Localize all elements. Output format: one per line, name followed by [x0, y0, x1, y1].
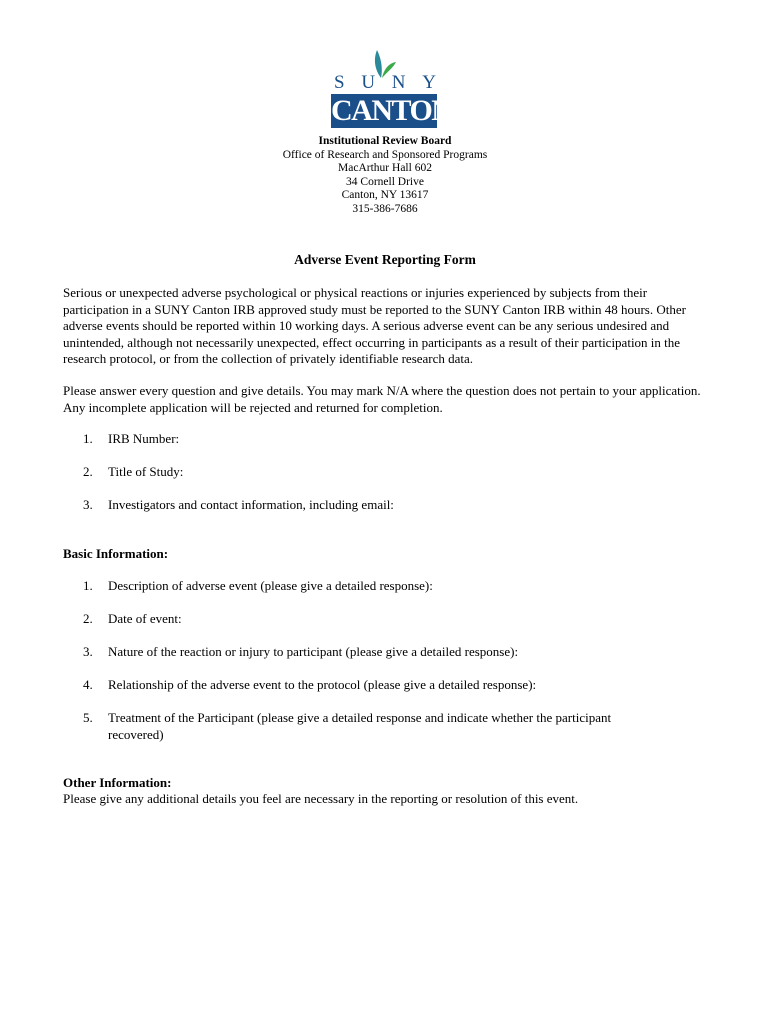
item-number: 2.: [83, 464, 93, 479]
intro-paragraph: Serious or unexpected adverse psychological or physical reactions or injuries experienced by subjects from their participation in a SUNY Canton IRB approved study must be reported to the SUNY Canton IRB within 48 hours. Other adverse events should be reported within 10 working days. A serious adverse event can be any serious undesired and unintended, although not necessarily unexpected, effect occurring in participants as a result of their participation in the research protocol, or from the collection of privately identifiable research data.: [63, 285, 686, 366]
logo-letter: Y: [422, 72, 436, 93]
address-block: [0, 135, 770, 216]
logo-canton-text: CANTON: [331, 94, 452, 127]
board-name: Institutional Review Board: [318, 135, 452, 147]
item-text: Title of Study:: [108, 464, 184, 479]
logo-suny-text: [331, 74, 439, 92]
page-title: Adverse Event Reporting Form: [294, 252, 476, 267]
logo-letter: U: [361, 72, 376, 93]
item-text: Nature of the reaction or injury to participant (please give a detailed response):: [108, 644, 519, 659]
city-state-zip: Canton, NY 13617: [341, 189, 429, 201]
basic-info-heading: Basic Information:: [63, 546, 169, 561]
item-number: 4.: [83, 677, 93, 692]
item-number: 3.: [83, 497, 93, 512]
item-number: 2.: [83, 611, 93, 626]
other-info-heading: Other Information:: [63, 775, 172, 790]
item-text: Description of adverse event (please give a detailed response):: [108, 578, 433, 593]
item-number: 5.: [83, 710, 93, 725]
logo-letter: S: [334, 72, 345, 93]
item-text: Relationship of the adverse event to the protocol (please give a detailed response):: [108, 677, 537, 692]
item-text: Treatment of the Participant (please give a detailed response and indicate whether the participant recovered): [108, 710, 612, 742]
street-address: 34 Cornell Drive: [346, 175, 424, 188]
other-info-text: Please give any additional details you feel are necessary in the reporting or resolution of this event.: [63, 791, 579, 806]
instructions-paragraph: Please answer every question and give details. You may mark N/A where the question does not pertain to your application. Any incomplete application will be rejected and returned for completion.: [63, 383, 701, 415]
item-text: Date of event:: [108, 611, 182, 626]
item-text: IRB Number:: [108, 431, 180, 446]
phone-number: 315-386-7686: [352, 202, 418, 215]
suny-canton-logo: [331, 48, 452, 128]
item-number: 3.: [83, 644, 93, 659]
item-text: Investigators and contact information, including email:: [108, 497, 394, 512]
office-name: Office of Research and Sponsored Programs: [282, 148, 488, 161]
logo-letter: N: [391, 72, 406, 93]
building: MacArthur Hall 602: [338, 162, 432, 174]
item-number: 1.: [83, 578, 93, 593]
item-number: 1.: [83, 431, 93, 446]
